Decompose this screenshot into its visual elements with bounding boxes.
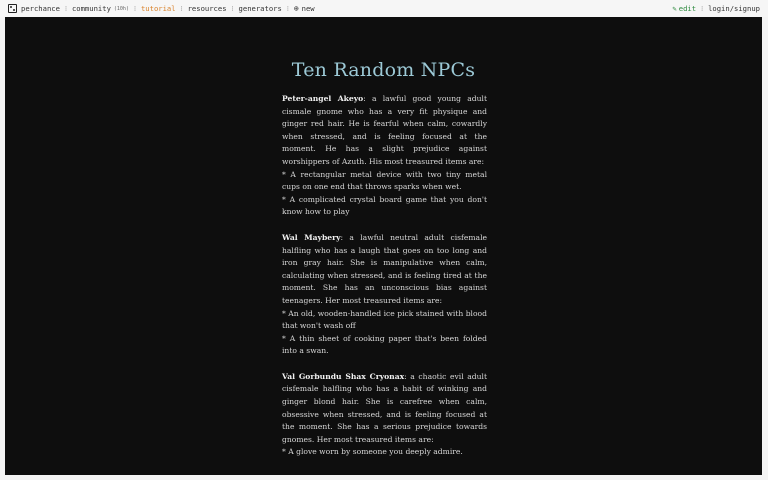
community-label: community xyxy=(71,4,111,13)
nav-left xyxy=(8,4,315,13)
nav-divider: ⁞ xyxy=(701,4,704,13)
npc-name: Val Gorbundu Shax Cryonax xyxy=(282,371,405,381)
npc-name: Peter-angel Akeyo xyxy=(282,94,364,103)
community-link[interactable] xyxy=(72,4,129,13)
npc-entry xyxy=(282,371,487,459)
brand-label: perchance xyxy=(21,4,60,13)
nav-divider: ⁞ xyxy=(286,4,289,13)
dice-logo-icon xyxy=(8,4,17,13)
community-count: (10h) xyxy=(113,5,129,12)
generators-link[interactable]: generators xyxy=(238,4,282,13)
perchance-home-link[interactable] xyxy=(8,4,60,13)
nav-divider: ⁞ xyxy=(64,4,67,13)
npc-description: : a chaotic evil adult cisfemale halfling who has a habit of winking and ginger blond hair. She is carefree when calm, obsessive when stressed, and is feeling focused at the moment. She has a serious prejudice towards gnomes. Her most treasured items are: xyxy=(282,371,487,444)
npc-list xyxy=(282,93,487,472)
nav-right xyxy=(672,4,760,13)
npc-description: : a lawful neutral adult cisfemale halfling who has a laugh that goes on too long and iron gray hair. She is manipulative when calm, calculating when stressed, and is feeling tired at the moment. She has an unconscious bias against teenagers. Her most treasured items are: xyxy=(282,232,487,305)
nav-divider: ⁞ xyxy=(133,4,136,13)
tutorial-link[interactable]: tutorial xyxy=(140,4,176,13)
npc-item: * A glove worn by someone you deeply admire. xyxy=(282,447,463,457)
pencil-icon: ✎ xyxy=(672,4,677,13)
plus-circle-icon: ⊕ xyxy=(293,4,299,13)
nav-divider: ⁞ xyxy=(231,4,234,13)
npc-entry xyxy=(282,93,487,219)
top-navigation-bar xyxy=(0,0,768,17)
resources-link[interactable]: resources xyxy=(187,4,227,13)
npc-description: : a lawful good young adult cismale gnome who has a very fit physique and ginger red hair. He is fearful when calm, cowardly when stressed, and is feeling focused at the moment. He has a slight prejudice against worshippers of Azuth. His most treasured items are: xyxy=(282,94,488,166)
npc-entry xyxy=(282,232,487,358)
new-generator-link[interactable] xyxy=(294,4,315,13)
page-title: Ten Random NPCs xyxy=(291,59,476,81)
edit-link[interactable] xyxy=(672,4,696,13)
nav-divider: ⁞ xyxy=(180,4,183,13)
new-label: new xyxy=(301,4,315,13)
login-signup-link[interactable]: login/signup xyxy=(708,4,760,13)
edit-label: edit xyxy=(678,4,697,13)
npc-item: * A complicated crystal board game that you don't know how to play xyxy=(282,194,487,217)
npc-item: * A rectangular metal device with two tiny metal cups on one end that throws sparks when wet. xyxy=(282,169,487,192)
npc-item: * A thin sheet of cooking paper that's been folded into a swan. xyxy=(282,333,487,356)
npc-name: Wal Maybery xyxy=(282,232,341,242)
generator-output-frame xyxy=(5,17,762,475)
npc-item: * An old, wooden-handled ice pick stained with blood that won't wash off xyxy=(282,308,487,331)
